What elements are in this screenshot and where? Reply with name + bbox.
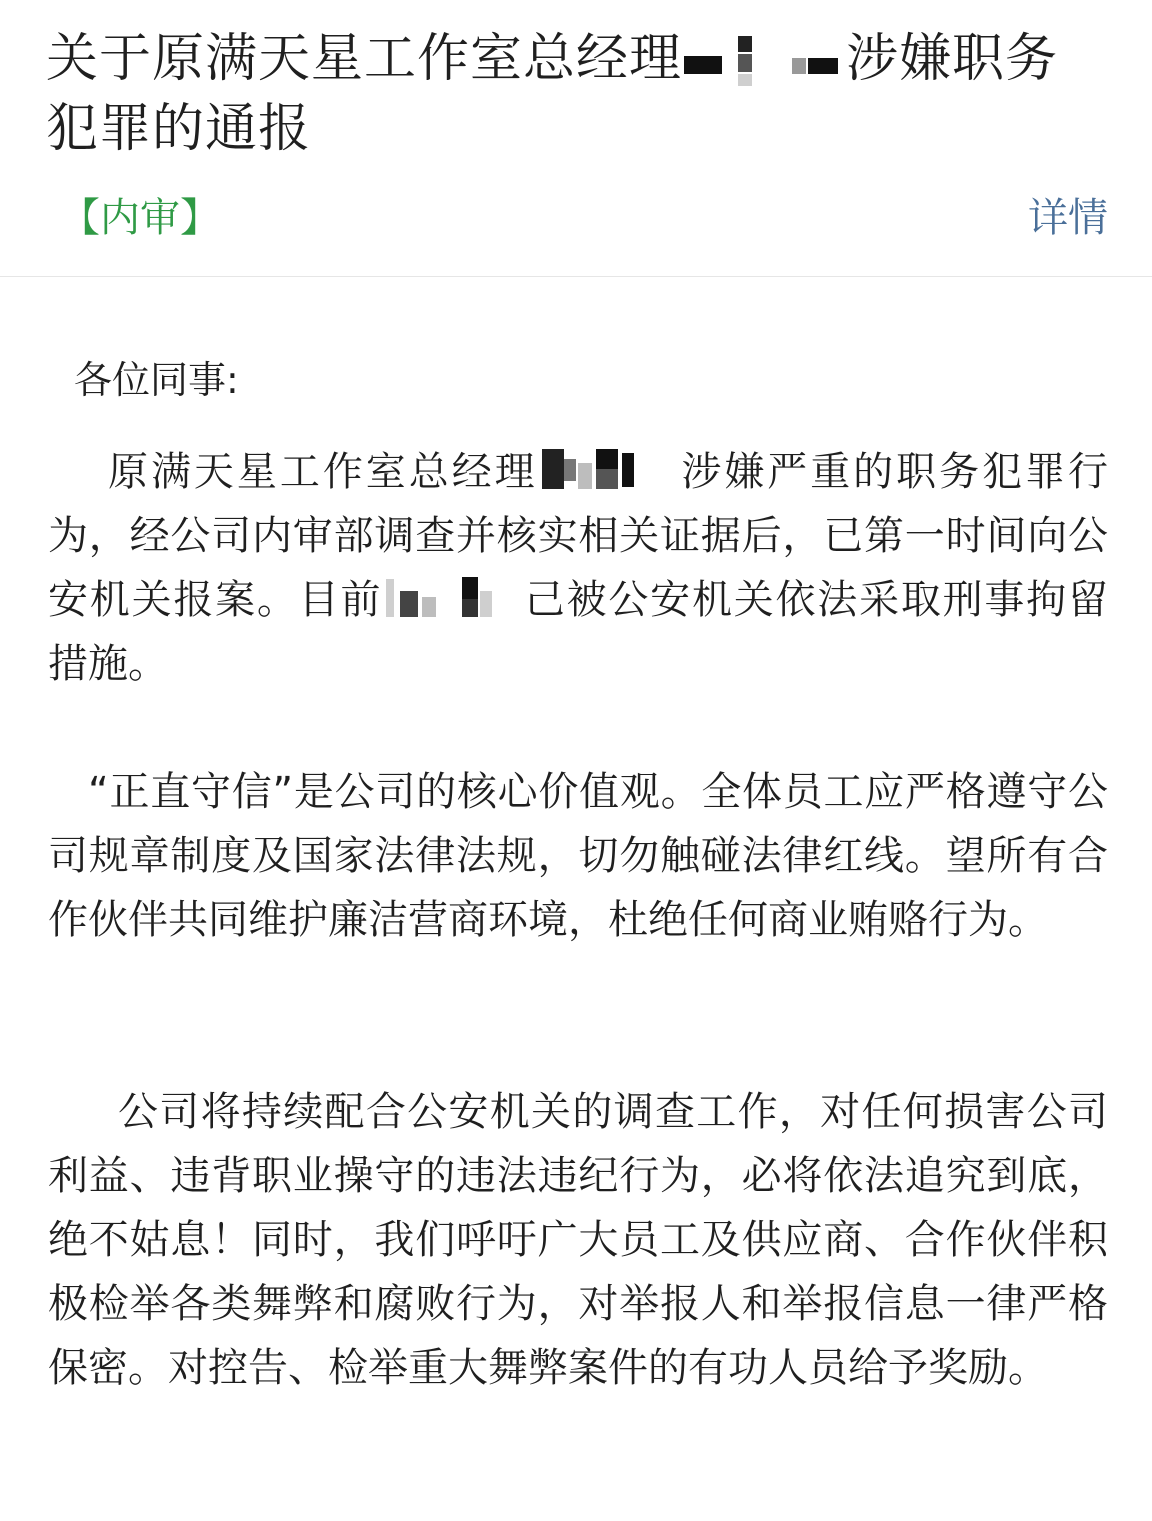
redacted-name-mosaic	[386, 577, 506, 619]
paragraph-1-part-c: 己被公安机关依法采取刑事拘留措施。	[48, 577, 1109, 687]
title-part-1: 关于原满天星工作室总经理	[46, 29, 683, 89]
paragraph-1	[48, 440, 1108, 696]
greeting: 各位同事:	[74, 358, 239, 402]
category-tag: 【内审】	[60, 195, 220, 241]
meta-row	[60, 188, 1108, 248]
paragraph-2: “正直守信”是公司的核心价值观。全体员工应严格遵守公司规章制度及国家法律法规，切勿触碰法律红线。望所有合作伙伴共同维护廉洁营商环境，杜绝任何商业贿赂行为。	[48, 769, 1108, 943]
paragraph-1-part-a: 原满天星工作室总经理	[108, 449, 538, 495]
paragraph-1-part-b: 涉嫌严重的职务犯罪行为，经公司内审部调查并核实相关证据后，已第一时间向公安机关报案。目前	[48, 449, 1108, 623]
notice-header	[0, 0, 1152, 277]
paragraph-3: 公司将持续配合公安机关的调查工作，对任何损害公司利益、违背职业操守的违法违纪行为，必将依法追究到底，绝不姑息！同时，我们呼吁广大员工及供应商、合作伙伴积极检举各类舞弊和腐败行为，对举报人和举报信息一律严格保密。对控告、检举重大舞弊案件的有功人员给予奖励。	[48, 1089, 1108, 1391]
title-part-3: 犯罪的通报	[46, 99, 312, 159]
redacted-name-mosaic	[684, 36, 844, 88]
details-link[interactable]: 详情	[1028, 195, 1108, 241]
title-part-2: 涉嫌职务	[846, 29, 1059, 89]
redacted-name-mosaic	[542, 449, 662, 491]
notice-title	[46, 24, 1116, 164]
